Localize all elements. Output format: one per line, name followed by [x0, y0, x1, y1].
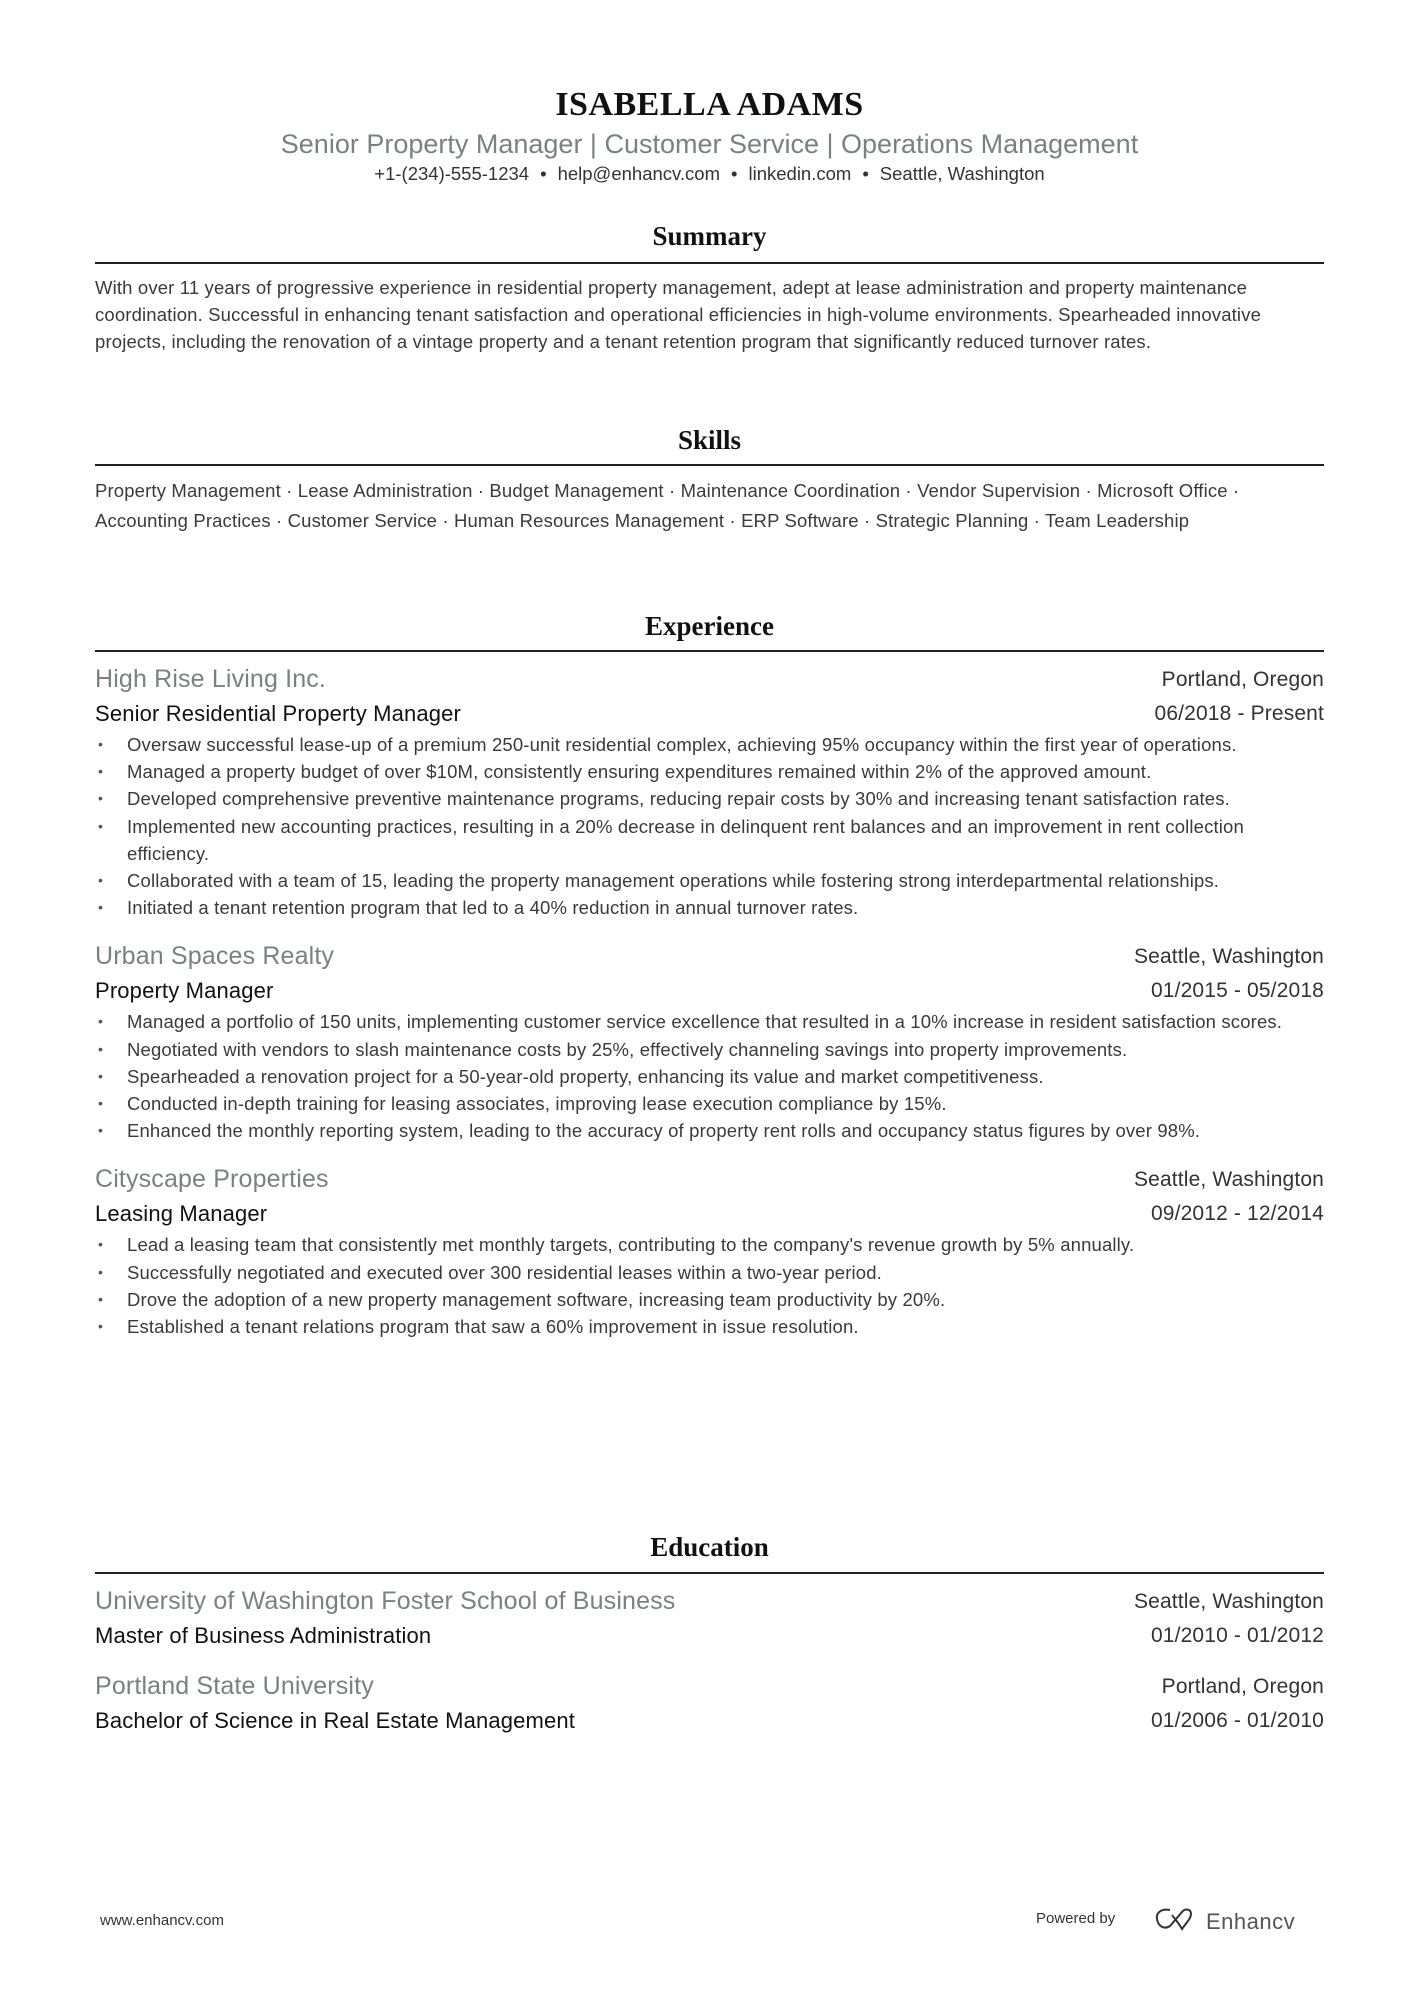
job-location: Seattle, Washington [1133, 944, 1324, 968]
powered-by-label: Powered by [1036, 1910, 1116, 1927]
job-title: Senior Residential Property Manager [95, 700, 461, 726]
bullet-item: • Conducted in-depth training for leasing associates, improving lease execution compliance by 15%. [95, 1090, 1324, 1117]
bullet-item: • Managed a property budget of over $10M, consistently ensuring expenditures remained within 2% of the approved amount. [95, 758, 1324, 785]
summary-text: With over 11 years of progressive experience in residential property management, adept at lease administration and property maintenance coordination. Successful in enhancing tenant satisfaction and operational efficiencies in high-volume environments. Spearheaded innovative projects, including the renovation of a vintage property and a tenant retention program that significantly reduced turnover rates. [95, 277, 1262, 352]
job-bullets [95, 731, 1324, 921]
bullet-item: • Oversaw successful lease-up of a premium 250-unit residential complex, achieving 95% occupancy within the first year of operations. [95, 731, 1324, 758]
job-location: Portland, Oregon [1161, 667, 1324, 691]
headline: Senior Property Manager | Customer Service | Operations Management [280, 129, 1139, 159]
separator-dot: • [540, 163, 547, 184]
education-entry [95, 1584, 1324, 1652]
bullet-item: • Established a tenant relations program that saw a 60% improvement in issue resolution. [95, 1313, 1324, 1340]
footer-website-link[interactable]: www.enhancv.com [100, 1912, 224, 1929]
experience-heading: Experience [645, 611, 774, 641]
education-entry [95, 1669, 1324, 1737]
enhancv-logo[interactable] [1154, 1906, 1295, 1937]
job-entry [95, 662, 1324, 921]
job-location: Seattle, Washington [1133, 1167, 1324, 1191]
bullet-item: • Initiated a tenant retention program that led to a 40% reduction in annual turnover rates. [95, 894, 1324, 921]
experience-list [95, 662, 1324, 1358]
section-divider [95, 262, 1324, 264]
company-name: Urban Spaces Realty [95, 941, 335, 970]
bullet-item: • Managed a portfolio of 150 units, implementing customer service excellence that resulted in a 10% increase in resident satisfaction scores. [95, 1008, 1324, 1035]
email-link[interactable]: help@enhancv.com [557, 163, 720, 184]
education-heading: Education [650, 1532, 769, 1562]
bullet-item: • Drove the adoption of a new property management software, increasing team productivity by 20%. [95, 1286, 1324, 1313]
company-name: Cityscape Properties [95, 1164, 329, 1193]
separator-dot: • [731, 163, 738, 184]
job-bullets [95, 1008, 1324, 1144]
bullet-item: • Enhanced the monthly reporting system, leading to the accuracy of property rent rolls and occupancy status figures by over 98%. [95, 1117, 1324, 1144]
section-divider [95, 464, 1324, 466]
bullet-item: • Collaborated with a team of 15, leading the property management operations while fostering strong interdepartmental relationships. [95, 867, 1324, 894]
separator-dot: • [862, 163, 869, 184]
bullet-item: • Implemented new accounting practices, resulting in a 20% decrease in delinquent rent balances and an improvement in rent collection efficiency. [95, 813, 1324, 867]
section-divider [95, 1572, 1324, 1574]
phone: +1-(234)-555-1234 [374, 163, 530, 184]
bullet-item: • Developed comprehensive preventive maintenance programs, reducing repair costs by 30% and increasing tenant satisfaction rates. [95, 785, 1324, 812]
skills-heading: Skills [677, 425, 742, 455]
school-name: University of Washington Foster School of Business [95, 1586, 676, 1615]
degree: Master of Business Administration [95, 1622, 432, 1648]
school-name: Portland State University [95, 1671, 374, 1700]
bullet-item: • Negotiated with vendors to slash maintenance costs by 25%, effectively channeling savings into property improvements. [95, 1036, 1324, 1063]
location: Seattle, Washington [879, 163, 1045, 184]
section-divider [95, 650, 1324, 652]
company-name: High Rise Living Inc. [95, 664, 327, 693]
job-title: Leasing Manager [95, 1200, 268, 1226]
job-dates: 09/2012 - 12/2014 [1150, 1201, 1324, 1225]
school-location: Seattle, Washington [1133, 1589, 1324, 1613]
bullet-item: • Successfully negotiated and executed over 300 residential leases within a two-year period. [95, 1259, 1324, 1286]
job-title: Property Manager [95, 977, 274, 1003]
education-list [95, 1584, 1324, 1754]
skills-list: Property Management · Lease Administration · Budget Management · Maintenance Coordination · Vendor Supervision · Microsoft Office · Accounting Practices · Customer Service · Human Resources Management · ERP Software · Strategic Planning · Team Leadership [95, 480, 1240, 531]
bullet-item: • Lead a leasing team that consistently met monthly targets, contributing to the company's revenue growth by 5% annually. [95, 1231, 1324, 1258]
degree: Bachelor of Science in Real Estate Management [95, 1707, 576, 1733]
school-location: Portland, Oregon [1161, 1674, 1324, 1698]
linkedin-link[interactable]: linkedin.com [748, 163, 852, 184]
candidate-name: ISABELLA ADAMS [555, 86, 864, 123]
job-dates: 01/2015 - 05/2018 [1150, 978, 1324, 1002]
summary-heading: Summary [652, 221, 767, 251]
bullet-item: • Spearheaded a renovation project for a 50-year-old property, enhancing its value and market competitiveness. [95, 1063, 1324, 1090]
education-dates: 01/2010 - 01/2012 [1150, 1623, 1324, 1647]
education-dates: 01/2006 - 01/2010 [1150, 1708, 1324, 1732]
job-entry [95, 939, 1324, 1144]
job-entry [95, 1162, 1324, 1340]
enhancv-logo-text: Enhancv [1206, 1908, 1296, 1934]
job-bullets [95, 1231, 1324, 1340]
job-dates: 06/2018 - Present [1154, 701, 1324, 725]
contact-line [95, 161, 1324, 187]
enhancv-logo-icon [1154, 1906, 1200, 1937]
